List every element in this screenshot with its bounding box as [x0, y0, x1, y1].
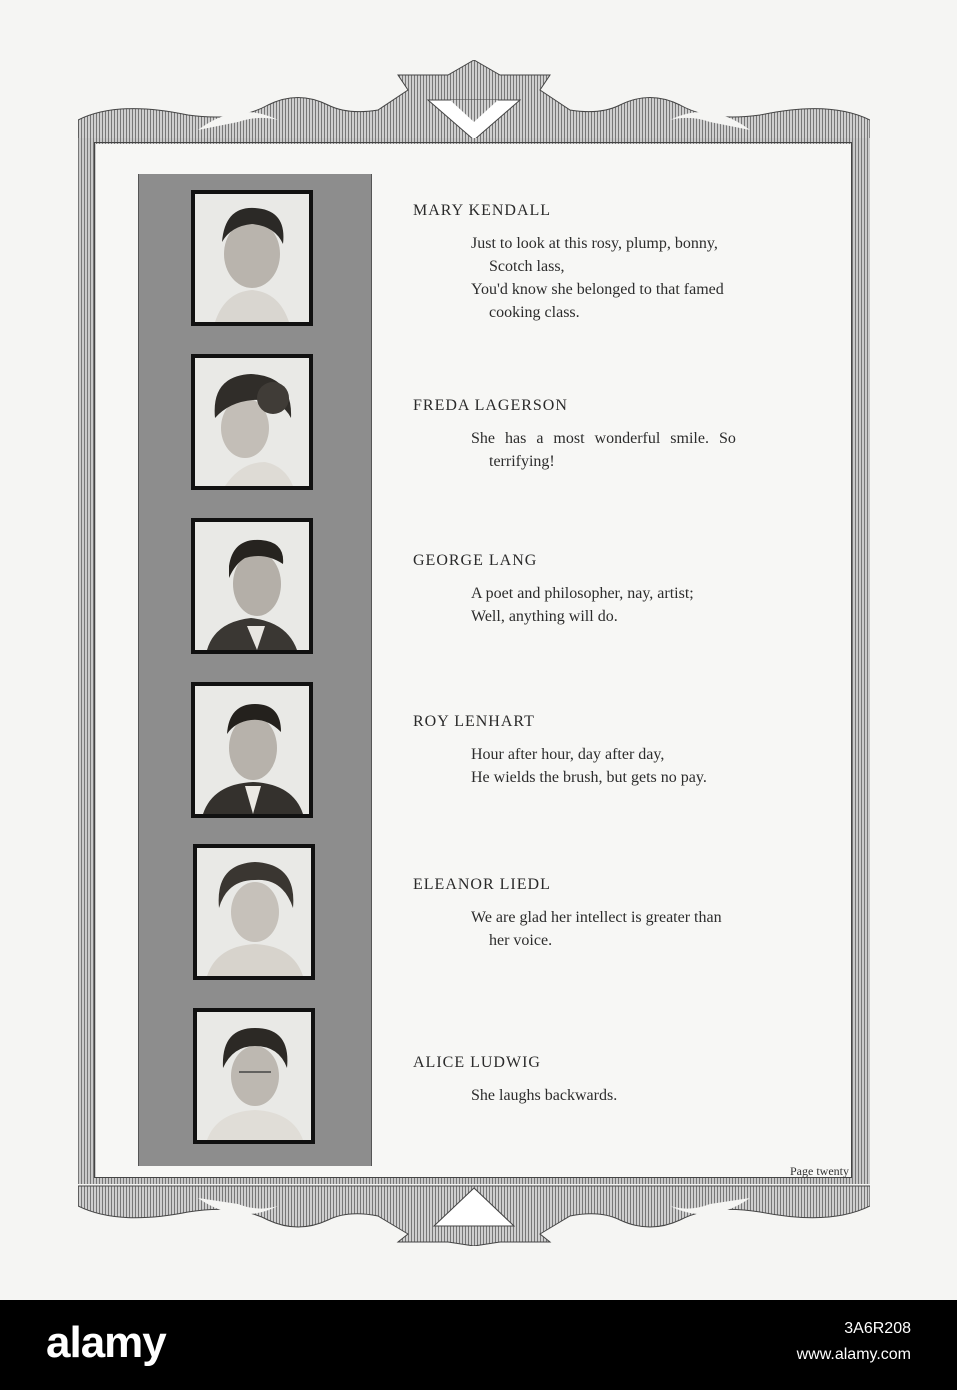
verse-line: terrifying! — [489, 453, 555, 470]
bottom-ornament — [78, 1176, 870, 1246]
verse-line: her voice. — [489, 932, 553, 949]
verse-line: She laughs backwards. — [471, 1087, 618, 1104]
student-verse — [471, 232, 833, 324]
portrait-photo — [193, 1008, 315, 1144]
student-entry — [413, 552, 833, 628]
portrait-photo — [191, 518, 313, 654]
verse-line: cooking class. — [489, 304, 580, 321]
watermark-image-id: 3A6R208 — [844, 1320, 911, 1337]
verse-line: Hour after hour, day after day, — [471, 746, 665, 763]
student-entry — [413, 202, 833, 324]
watermark-url: www.alamy.com — [796, 1346, 911, 1363]
student-verse — [471, 427, 833, 473]
student-entry — [413, 876, 833, 952]
student-name: ELEANOR LIEDL — [413, 876, 551, 893]
verse-line: Well, anything will do. — [471, 608, 618, 625]
student-verse — [471, 906, 833, 952]
verse-line: Scotch lass, — [489, 258, 565, 275]
student-verse — [471, 1084, 833, 1107]
student-entry — [413, 713, 833, 789]
student-name: ALICE LUDWIG — [413, 1054, 541, 1071]
student-name: ROY LENHART — [413, 713, 535, 730]
page-number: Page twenty — [790, 1164, 849, 1178]
verse-line: He wields the brush, but gets no pay. — [471, 769, 707, 786]
student-name: MARY KENDALL — [413, 202, 552, 219]
verse-line: You'd know she belonged to that famed — [471, 281, 724, 298]
portrait-column — [138, 174, 372, 1166]
watermark — [40, 1316, 917, 1374]
watermark-logo: alamy — [46, 1318, 166, 1367]
student-verse — [471, 582, 833, 628]
verse-line: Just to look at this rosy, plump, bonny, — [471, 235, 718, 252]
student-name: FREDA LAGERSON — [413, 397, 568, 414]
verse-line: She has a most wonderful smile. So — [471, 430, 736, 447]
student-name: GEORGE LANG — [413, 552, 538, 569]
portrait-photo — [191, 682, 313, 818]
verse-line: We are glad her intellect is greater than — [471, 909, 722, 926]
portrait-photo — [191, 190, 313, 326]
student-entry — [413, 397, 833, 473]
portrait-photo — [193, 844, 315, 980]
student-entry — [413, 1054, 833, 1107]
verse-line: A poet and philosopher, nay, artist; — [471, 585, 694, 602]
portrait-photo — [191, 354, 313, 490]
top-ornament — [78, 60, 870, 150]
student-verse — [471, 743, 833, 789]
